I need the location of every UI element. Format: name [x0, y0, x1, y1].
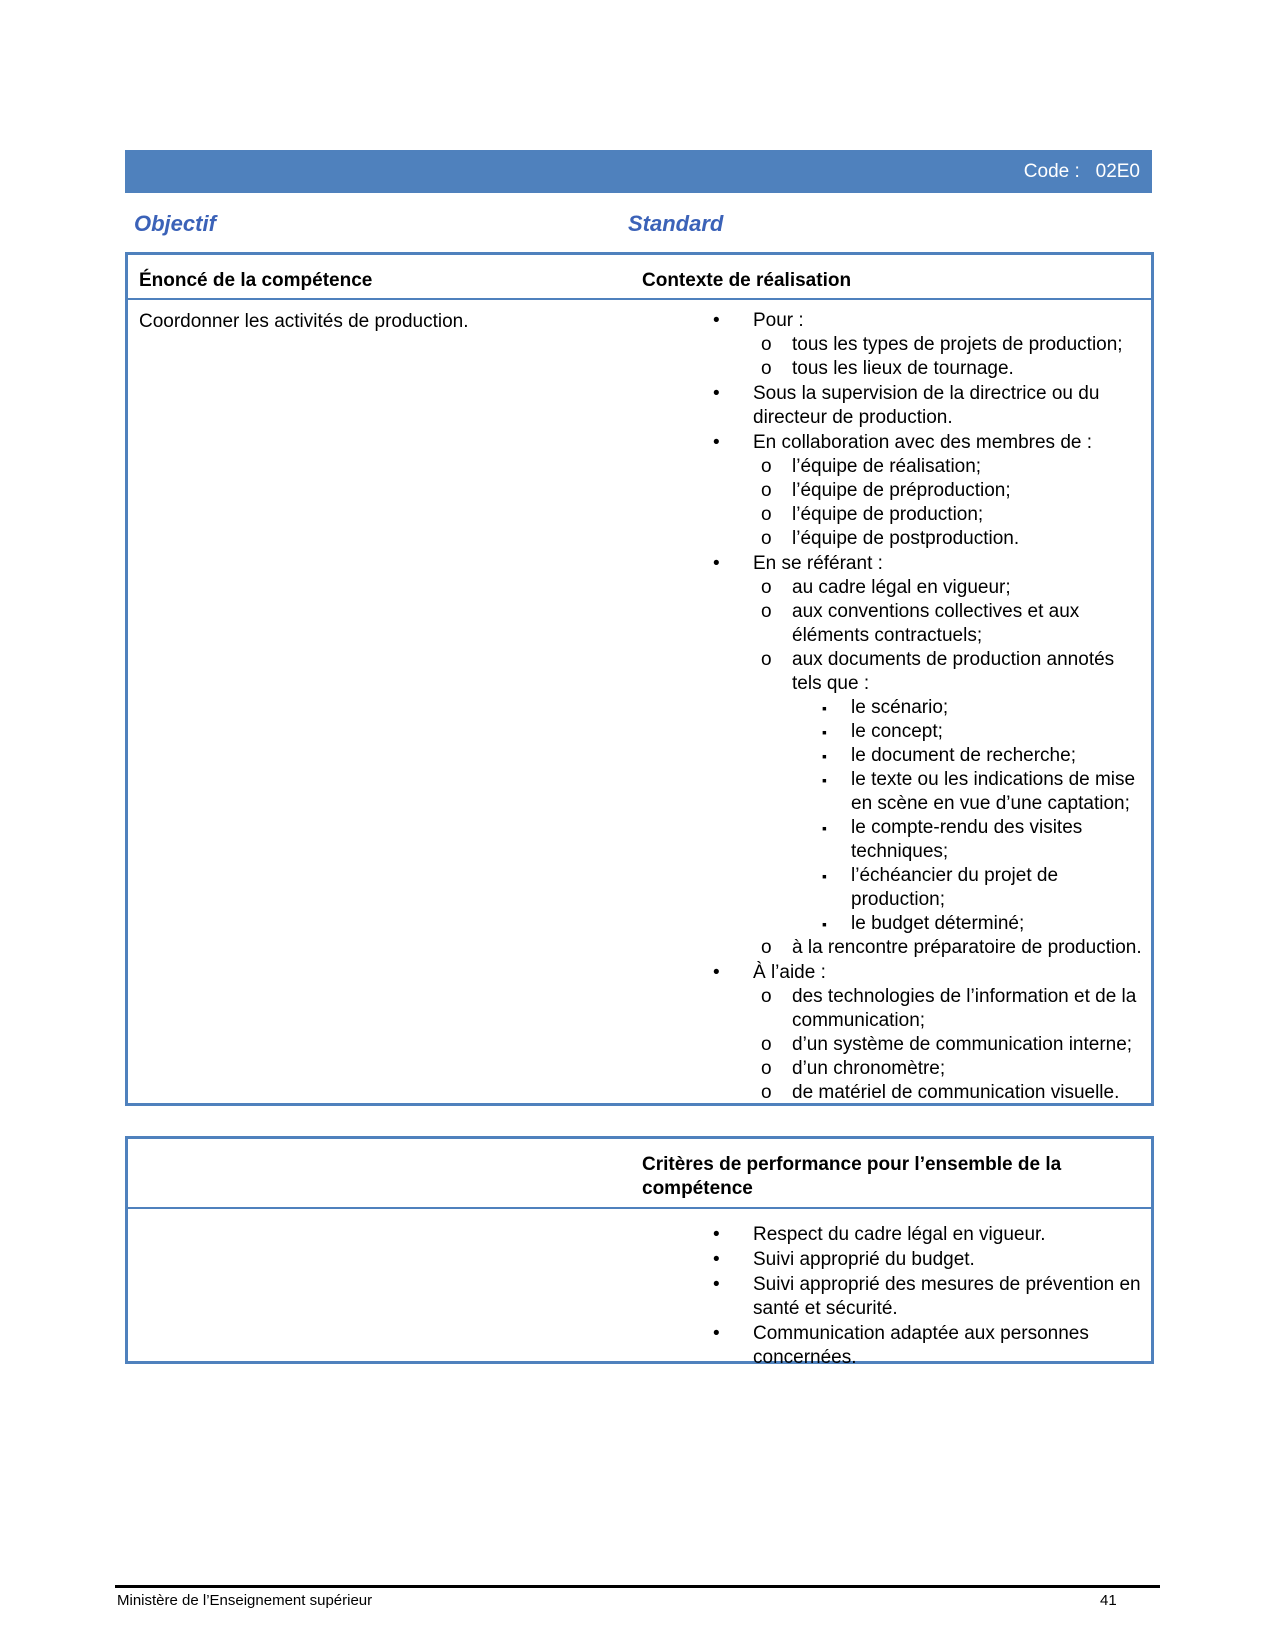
footer-ministry: Ministère de l’Enseignement supérieur — [117, 1592, 373, 1609]
context-item-text: Pour : — [753, 310, 804, 331]
context-subitem — [753, 527, 1143, 551]
criteria-item — [683, 1248, 1143, 1272]
context-subitem-text: aux documents de production annotés tels que : — [792, 649, 1115, 694]
context-subsublist — [792, 696, 1143, 936]
context-list — [683, 309, 1143, 1106]
circle-bullet-icon: o — [761, 334, 772, 355]
objectif-title: Objectif — [134, 211, 216, 236]
context-subitem-text: l’équipe de réalisation; — [792, 456, 982, 477]
context-item-text: À l’aide : — [753, 962, 826, 983]
bullet-icon: • — [713, 553, 720, 574]
bullet-icon: • — [713, 1249, 720, 1270]
criteria-item-text: Communication adaptée aux personnes concernées. — [753, 1323, 1089, 1368]
context-subitem — [753, 648, 1143, 936]
footer-rule — [115, 1585, 1160, 1588]
bullet-icon: • — [713, 1224, 720, 1245]
context-sublist — [753, 455, 1143, 551]
competence-table — [125, 252, 1154, 1106]
circle-bullet-icon: o — [761, 528, 772, 549]
context-subitem — [753, 503, 1143, 527]
circle-bullet-icon: o — [761, 504, 772, 525]
context-subitem — [753, 985, 1143, 1033]
contexte-header: Contexte de réalisation — [642, 270, 852, 291]
context-subitem-text: l’équipe de préproduction; — [792, 480, 1011, 501]
criteria-table — [125, 1136, 1154, 1368]
context-item-text: Sous la supervision de la directrice ou du directeur de production. — [753, 383, 1100, 428]
context-subsubitem — [792, 912, 1143, 936]
context-subitem-text: aux conventions collectives et aux éléments contractuels; — [792, 601, 1080, 646]
bullet-icon: • — [713, 383, 720, 404]
context-subitem-text: au cadre légal en vigueur; — [792, 577, 1011, 598]
circle-bullet-icon: o — [761, 1082, 772, 1103]
code-header-bar — [125, 150, 1152, 193]
context-subitem-text: tous les lieux de tournage. — [792, 358, 1014, 379]
context-sublist — [753, 333, 1143, 381]
context-subitem-text: d’un chronomètre; — [792, 1058, 946, 1079]
criteria-table-header — [128, 1139, 1151, 1209]
square-bullet-icon: ▪ — [822, 700, 827, 716]
criteria-item-text: Respect du cadre légal en vigueur. — [753, 1224, 1046, 1245]
enonce-header: Énoncé de la compétence — [139, 270, 373, 291]
bullet-icon: • — [713, 1274, 720, 1295]
circle-bullet-icon: o — [761, 1034, 772, 1055]
context-sublist — [753, 985, 1143, 1105]
context-subsubitem — [792, 768, 1143, 816]
circle-bullet-icon: o — [761, 649, 772, 670]
context-subitem-text: tous les types de projets de production; — [792, 334, 1123, 355]
square-bullet-icon: ▪ — [822, 916, 827, 932]
context-subsubitem-text: l’échéancier du projet de production; — [851, 865, 1059, 910]
square-bullet-icon: ▪ — [822, 724, 827, 740]
context-subitem-text: à la rencontre préparatoire de production. — [792, 937, 1142, 958]
context-subsubitem — [792, 720, 1143, 744]
context-subsubitem — [792, 696, 1143, 720]
code-value: 02E0 — [1095, 161, 1140, 182]
context-item — [683, 309, 1143, 381]
context-subitem — [753, 1081, 1143, 1105]
context-subitem — [753, 936, 1143, 960]
context-item — [683, 552, 1143, 960]
context-subitem — [753, 600, 1143, 648]
circle-bullet-icon: o — [761, 358, 772, 379]
program-code — [1024, 161, 1140, 183]
context-item — [683, 961, 1143, 1105]
square-bullet-icon: ▪ — [822, 772, 827, 788]
context-item — [683, 382, 1143, 430]
bullet-icon: • — [713, 962, 720, 983]
criteria-header: Critères de performance pour l’ensemble de la compétence — [642, 1154, 1062, 1199]
criteria-item-text: Suivi approprié des mesures de prévention en santé et sécurité. — [753, 1274, 1141, 1319]
bullet-icon: • — [713, 1323, 720, 1344]
context-subitem — [753, 333, 1143, 357]
footer-page-number: 41 — [1100, 1592, 1117, 1609]
context-subitem — [753, 576, 1143, 600]
square-bullet-icon: ▪ — [822, 868, 827, 884]
bullet-icon: • — [713, 310, 720, 331]
context-subsubitem — [792, 864, 1143, 912]
context-subsubitem-text: le compte-rendu des visites techniques; — [851, 817, 1083, 862]
circle-bullet-icon: o — [761, 456, 772, 477]
circle-bullet-icon: o — [761, 986, 772, 1007]
bullet-icon: • — [713, 432, 720, 453]
criteria-item — [683, 1223, 1143, 1247]
context-subsubitem-text: le concept; — [851, 721, 943, 742]
context-subitem — [753, 479, 1143, 503]
context-item-text: En collaboration avec des membres de : — [753, 432, 1093, 453]
square-bullet-icon: ▪ — [822, 820, 827, 836]
criteria-item — [683, 1322, 1143, 1370]
context-subitem-text: de matériel de communication visuelle. — [792, 1082, 1120, 1103]
criteria-list — [683, 1223, 1143, 1371]
context-subsubitem-text: le document de recherche; — [851, 745, 1076, 766]
circle-bullet-icon: o — [761, 480, 772, 501]
square-bullet-icon: ▪ — [822, 748, 827, 764]
context-item-text: En se référant : — [753, 553, 883, 574]
context-item — [683, 431, 1143, 551]
competence-statement: Coordonner les activités de production. — [139, 311, 469, 332]
criteria-item — [683, 1273, 1143, 1321]
context-subitem-text: l’équipe de production; — [792, 504, 984, 525]
context-subitem — [753, 1033, 1143, 1057]
circle-bullet-icon: o — [761, 937, 772, 958]
code-label: Code : — [1023, 161, 1080, 182]
competence-table-header — [128, 255, 1151, 300]
circle-bullet-icon: o — [761, 1058, 772, 1079]
context-subitem — [753, 455, 1143, 479]
context-subsubitem — [792, 744, 1143, 768]
context-subitem-text: d’un système de communication interne; — [792, 1034, 1133, 1055]
context-subsubitem-text: le texte ou les indications de mise en scène en vue d’une captation; — [851, 769, 1136, 814]
context-subitem — [753, 357, 1143, 381]
context-subsubitem-text: le budget déterminé; — [851, 913, 1025, 934]
criteria-item-text: Suivi approprié du budget. — [753, 1249, 975, 1270]
standard-title: Standard — [628, 211, 724, 236]
context-subitem-text: des technologies de l’information et de la communication; — [792, 986, 1137, 1031]
context-subsubitem — [792, 816, 1143, 864]
context-subsubitem-text: le scénario; — [851, 697, 949, 718]
context-sublist — [753, 576, 1143, 960]
circle-bullet-icon: o — [761, 577, 772, 598]
circle-bullet-icon: o — [761, 601, 772, 622]
context-subitem — [753, 1057, 1143, 1081]
context-subitem-text: l’équipe de postproduction. — [792, 528, 1020, 549]
